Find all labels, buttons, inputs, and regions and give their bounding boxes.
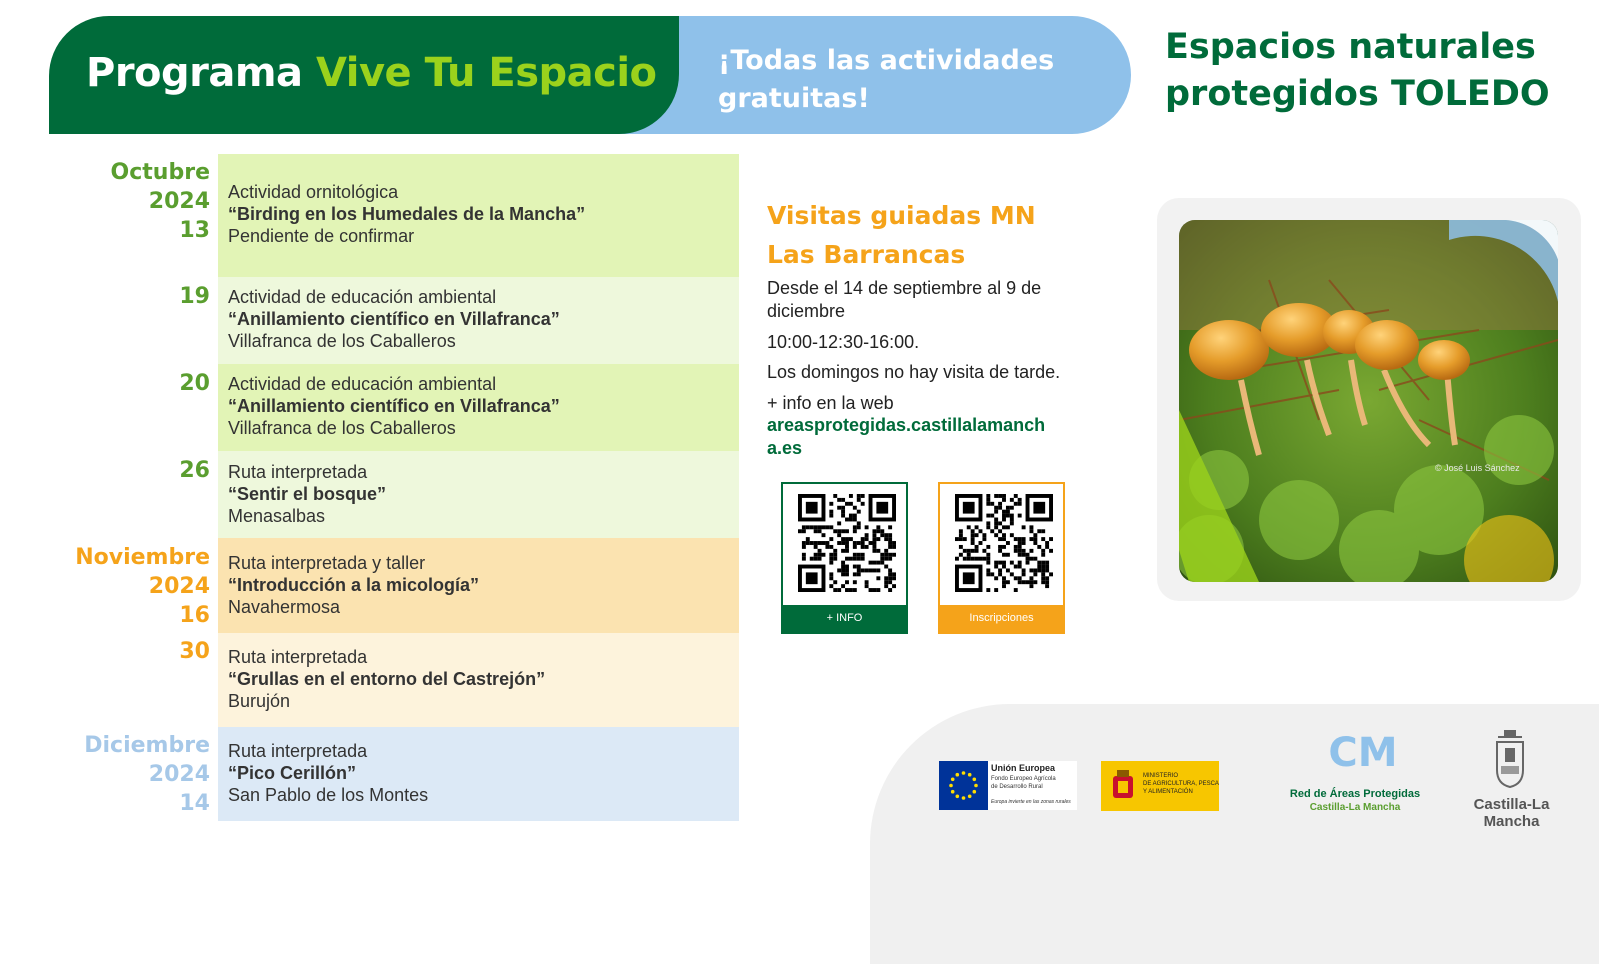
event-title: “Pico Cerillón”: [228, 763, 357, 783]
eu-title: Unión Europea: [991, 763, 1056, 773]
month-year: 2024: [148, 189, 210, 214]
date-block-november: [75, 543, 210, 630]
clm-name: Castilla-La Mancha: [1473, 796, 1550, 830]
event-type: Actividad de educación ambiental: [228, 374, 497, 394]
event-text-5: [218, 552, 739, 618]
event-text-3: [218, 373, 739, 439]
event-day-20: 20: [179, 371, 210, 396]
event-place: San Pablo de los Montes: [228, 785, 429, 805]
program-title: [86, 50, 657, 96]
event-place: Villafranca de los Caballeros: [228, 418, 456, 438]
event-day-19: 19: [179, 284, 210, 309]
event-type: Ruta interpretada y taller: [228, 553, 426, 573]
event-text-2: [218, 286, 739, 352]
event-type: Ruta interpretada: [228, 647, 368, 667]
event-day: 14: [179, 791, 210, 816]
ministry-line2: DE AGRICULTURA, PESCA: [1143, 781, 1219, 787]
qr-caption-registration: Inscripciones: [940, 605, 1063, 632]
eu-stars-icon: [939, 761, 988, 810]
program-title-name: Vive Tu Espacio: [315, 50, 657, 96]
event-day: 16: [179, 603, 210, 628]
visit-hours: 10:00-12:30-16:00.: [767, 332, 920, 352]
event-place: Villafranca de los Caballeros: [228, 331, 456, 351]
free-activities-line1: ¡Todas las actividades: [718, 45, 1055, 76]
event-text-1: [218, 181, 739, 247]
month-name: Noviembre: [75, 545, 210, 570]
event-title: “Grullas en el entorno del Castrejón”: [228, 669, 546, 689]
event-title: “Anillamiento científico en Villafranca”: [228, 309, 560, 329]
event-place: Navahermosa: [228, 597, 341, 617]
month-year: 2024: [148, 574, 210, 599]
event-day-26: 26: [179, 458, 210, 483]
visit-web-link[interactable]: areasprotegidas.castillalamancha.es: [767, 415, 1046, 458]
mushroom-illustration: [1179, 220, 1558, 582]
event-title: “Sentir el bosque”: [228, 484, 387, 504]
eu-motto: Europa invierte en las zonas rurales: [991, 799, 1071, 805]
event-text-6: [218, 646, 739, 712]
eu-flag-icon: [939, 761, 988, 810]
event-day-30: 30: [179, 639, 210, 664]
free-activities-banner: [718, 42, 1098, 118]
eu-subtitle-1: Fondo Europeo Agrícola: [991, 776, 1056, 782]
event-title: “Birding en los Humedales de la Mancha”: [228, 204, 586, 224]
mushroom-photo: [1179, 220, 1558, 582]
visit-note: Los domingos no hay visita de tarde.: [767, 362, 1061, 382]
qr-code-icon: [798, 493, 896, 593]
photo-credit: © José Luis Sánchez: [1435, 463, 1520, 473]
month-name: Octubre: [110, 160, 210, 185]
program-title-prefix: Programa: [86, 50, 303, 96]
month-year: 2024: [148, 762, 210, 787]
spain-coat-of-arms-icon: [1109, 768, 1137, 804]
date-block-december: [84, 731, 210, 818]
region-title-line1: Espacios naturales: [1165, 27, 1536, 67]
event-place: Pendiente de confirmar: [228, 226, 415, 246]
event-type: Ruta interpretada: [228, 462, 368, 482]
event-place: Burujón: [228, 691, 291, 711]
region-title: [1165, 24, 1585, 118]
red-areas-protegidas-logo: [1280, 730, 1430, 818]
castilla-la-mancha-logo: [1444, 730, 1579, 830]
visit-title-line1: Visitas guiadas MN: [767, 201, 1036, 230]
event-title: “Introducción a la micología”: [228, 575, 480, 595]
event-place: Menasalbas: [228, 506, 326, 526]
ministry-logo: [1101, 761, 1219, 811]
region-title-line2: protegidos TOLEDO: [1165, 74, 1550, 114]
qr-code-registration[interactable]: [938, 482, 1065, 634]
visit-more-info: + info en la web: [767, 393, 894, 413]
eu-logo: [939, 761, 1077, 810]
event-type: Actividad ornitológica: [228, 182, 399, 202]
event-text-4: [218, 461, 739, 527]
month-name: Diciembre: [84, 733, 210, 758]
event-type: Ruta interpretada: [228, 741, 368, 761]
qr-code-icon: [955, 493, 1053, 593]
ministry-line1: MINISTERIO: [1143, 773, 1179, 779]
event-text-7: [218, 740, 739, 806]
event-type: Actividad de educación ambiental: [228, 287, 497, 307]
visit-title-line2: Las Barrancas: [767, 240, 966, 269]
clm-shield-icon: [1492, 730, 1528, 788]
event-day: 13: [179, 218, 210, 243]
event-title: “Anillamiento científico en Villafranca”: [228, 396, 560, 416]
free-activities-line2: gratuitas!: [718, 83, 870, 114]
red-areas-monogram: CM: [1328, 730, 1398, 776]
visit-dates: Desde el 14 de septiembre al 9 de diciembre: [767, 278, 1042, 321]
qr-caption-info: + INFO: [783, 605, 906, 632]
red-areas-line1: Red de Áreas Protegidas: [1289, 788, 1421, 800]
ministry-line3: Y ALIMENTACIÓN: [1143, 789, 1193, 795]
date-block-october: [111, 158, 210, 245]
qr-code-info[interactable]: [781, 482, 908, 634]
red-areas-line2: Castilla-La Mancha: [1309, 802, 1401, 813]
eu-subtitle-2: de Desarrollo Rural: [991, 784, 1043, 790]
